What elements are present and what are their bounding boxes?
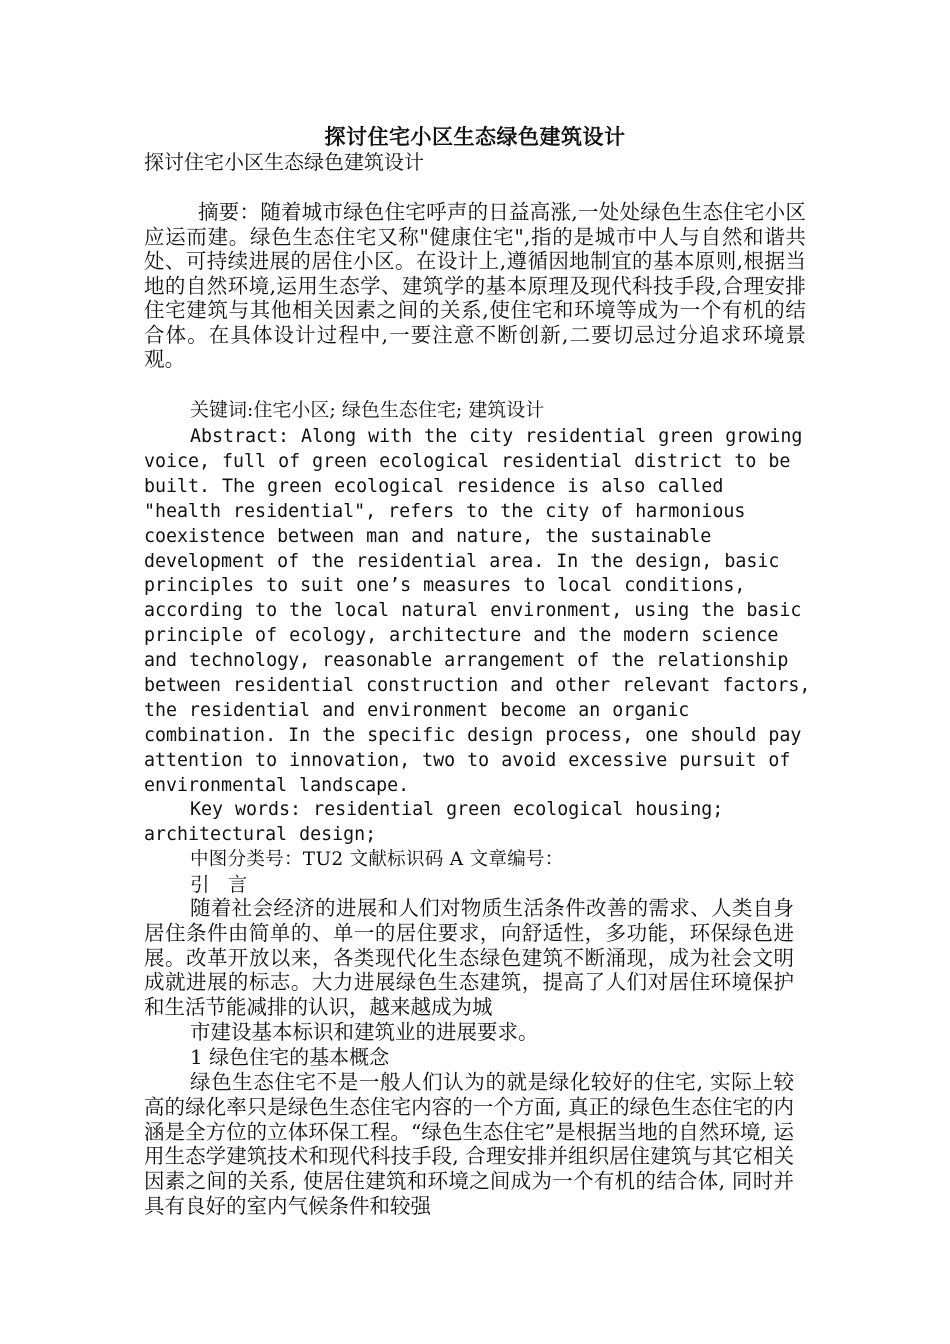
section-1-paragraph: 绿色生态住宅不是一般人们认为的就是绿化较好的住宅, 实际上较高的绿化率只是绿色生态住宅内容的一个方面, 真正的绿色生态住宅的内涵是全方位的立体环保工程。“绿色生态住宅”是根据当地的自然环境, 运用生态学建筑技术和现代科技手段, 合理安排并组织居住建筑与其它相关因素之间的关系, 使居住建筑和环境之间成为一个有机的结合体, 同时并具有良好的室内气候条件和较强 xyxy=(144,1070,794,1218)
classification-line: 中图分类号：TU2 文献标识码 A 文章编号： xyxy=(190,849,564,870)
introduction-heading: 引 言 xyxy=(190,873,254,896)
introduction-paragraph: 随着社会经济的进展和人们对物质生活条件改善的需求、人类自身居住条件由简单的、单一的居住要求，向舒适性，多功能，环保绿色进展。改革开放以来，各类现代化生态绿色建筑不断涌现，成为社会文明成就进展的标志。大力进展绿色生态建筑，提高了人们对居住环境保护和生活节能减排的认识，越来越成为城 xyxy=(144,896,794,1020)
chinese-keywords: 关键词:住宅小区; 绿色生态住宅; 建筑设计 xyxy=(190,399,545,421)
english-abstract: Abstract: Along with the city residential green growing voice, full of green ecological residential district to be built. The green ecological residence is also called "health residential", refers to the city of harmonious coexistence between man and nature, the sustainable development of the residential area. In the design, basic principles to suit one’s measures to local conditions, according to the local natural environment, using the basic principle of ecology, architecture and the modern science and technology, reasonable arrangement of the relationship between residential construction and other relevant factors, the residential and environment become an organic combination. In the specific design process, one should pay attention to innovation, two to avoid excessive pursuit of environmental landscape. xyxy=(144,426,811,796)
english-keywords: Key words: residential green ecological housing; architectural design; xyxy=(144,799,724,845)
introduction-continuation: 市建设基本标识和建筑业的进展要求。 xyxy=(190,1020,539,1044)
document-title: 探讨住宅小区生态绿色建筑设计 xyxy=(324,124,626,149)
section-1-heading: 1 绿色住宅的基本概念 xyxy=(190,1045,390,1069)
document-subtitle: 探讨住宅小区生态绿色建筑设计 xyxy=(144,150,424,174)
chinese-abstract: 摘要：随着城市绿色住宅呼声的日益高涨,一处处绿色生态住宅小区应运而建。绿色生态住宅又称"健康住宅",指的是城市中人与自然和谐共处、可持续进展的居住小区。在设计上,遵循因地制宜的基本原则,根据当地的自然环境,运用生态学、建筑学的基本原理及现代科技手段,合理安排住宅建筑与其他相关因素之间的关系,使住宅和环境等成为一个有机的结合体。在具体设计过程中,一要注意不断创新,二要切忌过分追求环境景观。 xyxy=(144,200,806,371)
